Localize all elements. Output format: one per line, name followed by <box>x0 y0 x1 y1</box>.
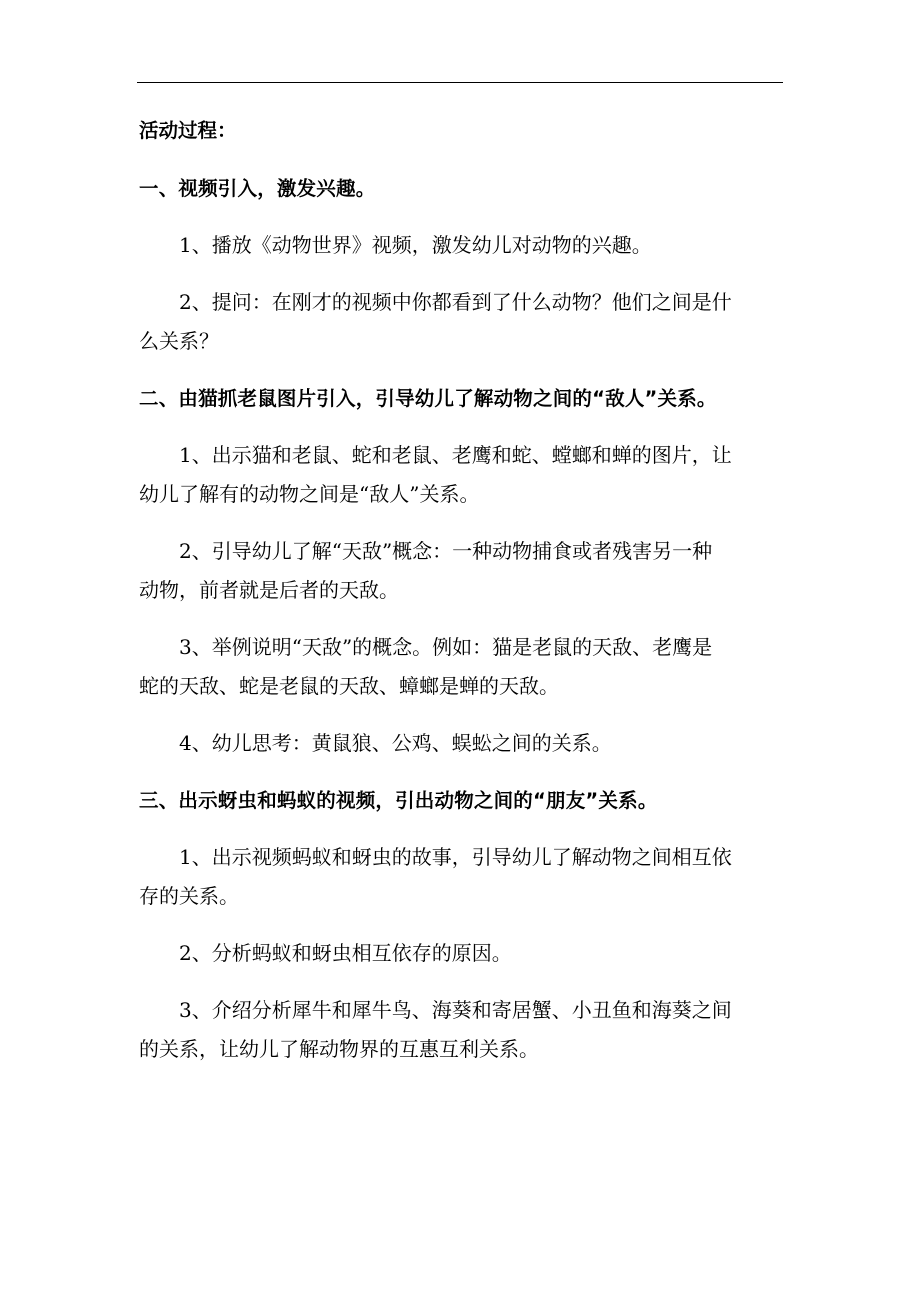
paragraph-line: 蛇的天敌、蛇是老鼠的天敌、蟑螂是蝉的天敌。 <box>139 674 559 698</box>
paragraph-line: 4、幼儿思考：黄鼠狼、公鸡、蜈蚣之间的关系。 <box>179 731 612 755</box>
paragraph <box>139 288 781 356</box>
paragraph-line: 2、分析蚂蚁和蚜虫相互依存的原因。 <box>179 941 512 965</box>
paragraph <box>139 633 781 701</box>
paragraph-line: 动物，前者就是后者的天敌。 <box>139 578 399 602</box>
paragraph-line: 1、出示视频蚂蚁和蚜虫的故事，引导幼儿了解动物之间相互依 <box>179 845 732 869</box>
paragraph-line: 3、举例说明“天敌”的概念。例如：猫是老鼠的天敌、老鹰是 <box>179 635 713 659</box>
paragraph-line: 幼儿了解有的动物之间是“敌人”关系。 <box>139 482 480 506</box>
section-heading-3: 三、出示蚜虫和蚂蚁的视频，引出动物之间的“朋友”关系。 <box>139 789 658 812</box>
paragraph-line: 3、介绍分析犀牛和犀牛鸟、海葵和寄居蟹、小丑鱼和海葵之间 <box>179 998 732 1022</box>
paragraph-line: 2、引导幼儿了解“天敌”概念：一种动物捕食或者残害另一种 <box>179 539 713 563</box>
header-rule <box>137 82 783 83</box>
paragraph-line: 么关系？ <box>139 329 219 353</box>
paragraph <box>139 729 781 758</box>
paragraph <box>139 996 781 1064</box>
paragraph-line: 2、提问：在刚才的视频中你都看到了什么动物？他们之间是什 <box>179 290 732 314</box>
paragraph <box>139 939 781 968</box>
section-heading-2: 二、由猫抓老鼠图片引入，引导幼儿了解动物之间的“敌人”关系。 <box>139 387 717 410</box>
paragraph-line: 的关系，让幼儿了解动物界的互惠互利关系。 <box>139 1037 539 1061</box>
section-heading-1: 一、视频引入，激发兴趣。 <box>139 177 376 200</box>
paragraph <box>139 231 781 260</box>
paragraph <box>139 537 781 605</box>
section-title: 活动过程： <box>139 119 237 142</box>
paragraph-line: 1、出示猫和老鼠、蛇和老鼠、老鹰和蛇、螳螂和蝉的图片，让 <box>179 443 732 467</box>
document-body <box>139 116 781 1064</box>
paragraph <box>139 843 781 911</box>
paragraph <box>139 441 781 509</box>
paragraph-line: 1、播放《动物世界》视频，激发幼儿对动物的兴趣。 <box>179 233 652 257</box>
paragraph-line: 存的关系。 <box>139 884 239 908</box>
